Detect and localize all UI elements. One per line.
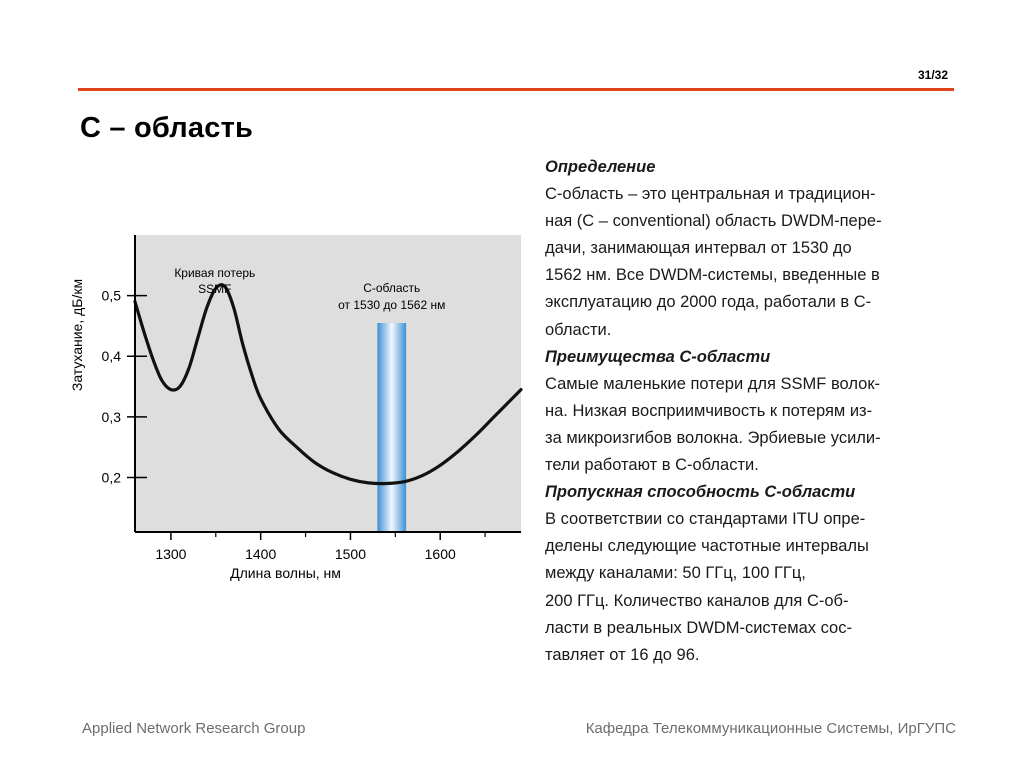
text-line: Самые маленькие потери для SSMF волок- — [545, 374, 881, 393]
y-axis-title: Затухание, дБ/км — [69, 278, 85, 392]
y-tick-label: 0,3 — [101, 408, 121, 425]
x-tick-label: 1600 — [424, 546, 456, 562]
curve-label-line-1: Кривая потерь — [174, 266, 256, 280]
text-line: тавляет от 16 до 96. — [545, 645, 700, 664]
x-tick-label: 1300 — [155, 546, 187, 562]
text-line: дачи, занимающая интервал от 1530 до — [545, 239, 852, 258]
text-line: С-область – это центральная и традицион- — [545, 185, 876, 204]
page-number: 31/32 — [917, 68, 948, 82]
text-line: ласти в реальных DWDM-системах сос- — [545, 618, 852, 637]
text-line: на. Низкая восприимчивость к потерям из- — [545, 401, 873, 420]
attenuation-chart — [60, 225, 530, 585]
x-tick-label: 1500 — [334, 546, 367, 562]
x-tick-label: 1400 — [245, 546, 277, 562]
text-line: 1562 нм. Все DWDM-системы, введенные в — [545, 266, 880, 285]
band-label-line-1: С-область — [363, 281, 421, 295]
text-line: эксплуатацию до 2000 года, работали в С- — [545, 293, 872, 312]
section-heading: Пропускная способность С-области — [545, 483, 856, 502]
footer-left: Applied Network Research Group — [82, 720, 306, 737]
section-heading: Определение — [545, 158, 656, 176]
text-line: тели работают в С-области. — [545, 456, 759, 475]
section-heading: Преимущества С-области — [545, 347, 771, 366]
definition-text — [545, 154, 965, 669]
text-line: за микроизгибов волокна. Эрбиевые усили- — [545, 428, 881, 447]
text-line: области. — [545, 320, 612, 339]
curve-label-line-2: SSMF — [198, 282, 232, 296]
text-line: В соответствии со стандартами ITU опре- — [545, 510, 866, 529]
y-tick-label: 0,5 — [101, 287, 121, 304]
x-axis-title: Длина волны, нм — [230, 565, 341, 581]
y-tick-label: 0,4 — [101, 348, 121, 365]
text-line: 200 ГГц. Количество каналов для С-об- — [545, 591, 849, 610]
text-line: делены следующие частотные интервалы — [545, 537, 869, 556]
footer-right: Кафедра Телекоммуникационные Системы, ИрГУПС — [585, 720, 956, 737]
header-rule — [78, 88, 954, 91]
c-band-region — [377, 323, 406, 532]
text-line: между каналами: 50 ГГц, 100 ГГц, — [545, 564, 806, 583]
band-label-line-2: от 1530 до 1562 нм — [338, 298, 446, 312]
y-tick-label: 0,2 — [101, 469, 121, 486]
page-title: С – область — [80, 112, 253, 144]
text-line: ная (C – conventional) область DWDM-пере- — [545, 212, 882, 231]
